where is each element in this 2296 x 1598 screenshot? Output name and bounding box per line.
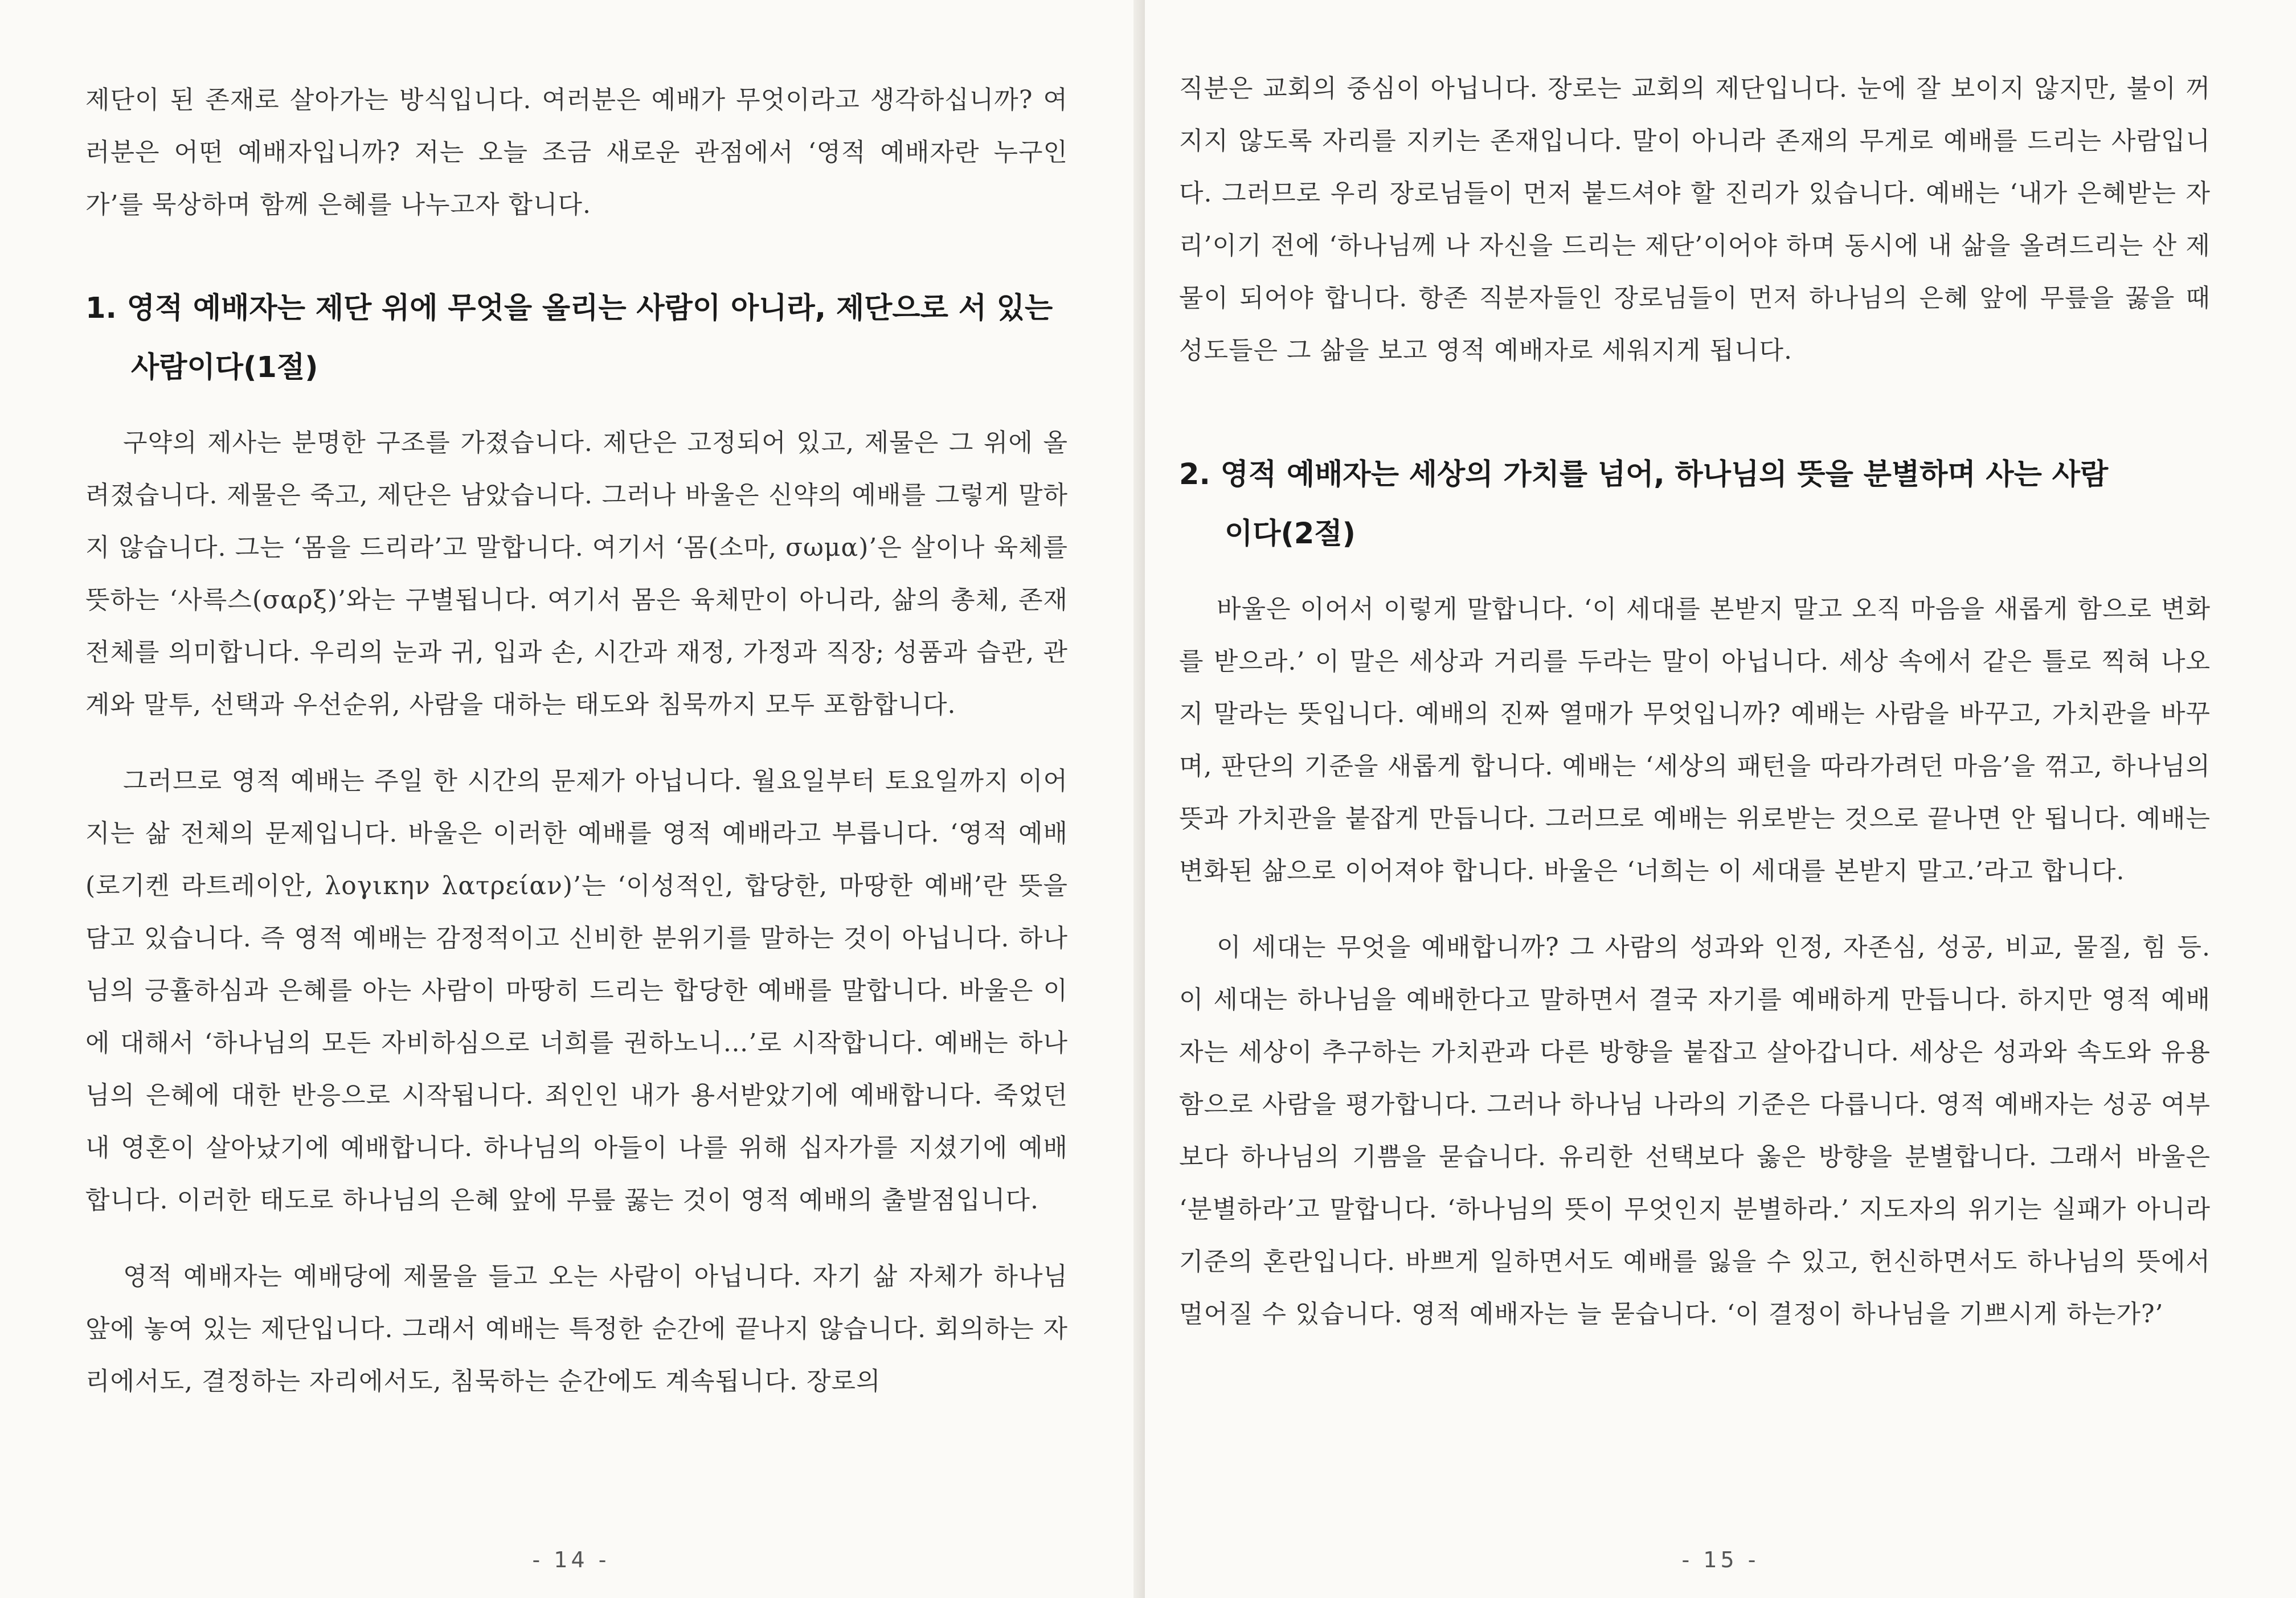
section-heading-2-line2: 이다(2절): [1225, 517, 1356, 551]
section-heading-1-line1: 1. 영적 예배자는 제단 위에 무엇을 올리는 사람이 아니라, 제단으로 서 있는: [85, 292, 1053, 325]
continued-paragraph: 직분은 교회의 중심이 아닙니다. 장로는 교회의 제단입니다. 눈에 잘 보이지 않지만, 불이 꺼지지 않도록 자리를 지키는 존재입니다. 말이 아니라 존재의 무게로 예배를 드리는 사람입니다. 그러므로 우리 장로님들이 먼저 붙드셔야 할 진리가 있습니다. 예배는 ‘내가 은혜받는 자리’이기 전에 ‘하나님께 나 자신을 드리는 제단’이어야 하며 동시에 내 삶을 올려드리는 산 제물이 되어야 합니다. 항존 직분자들인 장로님들이 먼저 하나님의 은혜 앞에 무릎을 꿇을 때 성도들은 그 삶을 보고 영적 예배자로 세워지게 됩니다.: [1179, 74, 2211, 365]
section-heading-1-line2: 사람이다(1절): [131, 351, 318, 384]
page-number: - 14 -: [532, 1547, 610, 1572]
section-heading-2-line1: 2. 영적 예배자는 세상의 가치를 넘어, 하나님의 뜻을 분별하며 사는 사람: [1179, 458, 2109, 491]
body-paragraph: 이 세대는 무엇을 예배합니까? 그 사람의 성과와 인정, 자존심, 성공, 비교, 물질, 힘 등. 이 세대는 하나님을 예배한다고 말하면서 결국 자기를 예배하게 만듭니다. 하지만 영적 예배자는 세상이 추구하는 가치관과 다른 방향을 붙잡고 살아갑니다. 세상은 성과와 속도와 유용함으로 사람을 평가합니다. 그러나 하나님 나라의 기준은 다릅니다. 영적 예배자는 성공 여부보다 하나님의 기쁨을 묻습니다. 유리한 선택보다 옳은 방향을 분별합니다. 그래서 바울은 ‘분별하라’고 말합니다. ‘하나님의 뜻이 무엇인지 분별하라.’ 지도자의 위기는 실패가 아니라 기준의 혼란입니다. 바쁘게 일하면서도 예배를 잃을 수 있고, 헌신하면서도 하나님의 뜻에서 멀어질 수 있습니다. 영적 예배자는 늘 묻습니다. ‘이 결정이 하나님을 기쁘시게 하는가?’: [1179, 933, 2211, 1329]
body-paragraph: 영적 예배자는 예배당에 제물을 들고 오는 사람이 아닙니다. 자기 삶 자체가 하나님 앞에 놓여 있는 제단입니다. 그래서 예배는 특정한 순간에 끝나지 않습니다. 회의하는 자리에서도, 결정하는 자리에서도, 침묵하는 순간에도 계속됩니다. 장로의: [85, 1262, 1068, 1396]
body-paragraph: 그러므로 영적 예배는 주일 한 시간의 문제가 아닙니다. 월요일부터 토요일까지 이어지는 삶 전체의 문제입니다. 바울은 이러한 예배를 영적 예배라고 부릅니다. ‘영적 예배(로기켄 라트레이안, λογικην λατρείαν)’는 ‘이성적인, 합당한, 마땅한 예배’란 뜻을 담고 있습니다. 즉 영적 예배는 감정적이고 신비한 분위기를 말하는 것이 아닙니다. 하나님의 긍휼하심과 은혜를 아는 사람이 마땅히 드리는 합당한 예배를 말합니다. 바울은 이에 대해서 ‘하나님의 모든 자비하심으로 너희를 권하노니…’로 시작합니다. 예배는 하나님의 은혜에 대한 반응으로 시작됩니다. 죄인인 내가 용서받았기에 예배합니다. 죽었던 내 영혼이 살아났기에 예배합니다. 하나님의 아들이 나를 위해 십자가를 지셨기에 예배합니다. 이러한 태도로 하나님의 은혜 앞에 무릎 꿇는 것이 영적 예배의 출발점입니다.: [85, 767, 1068, 1215]
intro-paragraph: 제단이 된 존재로 살아가는 방식입니다. 여러분은 예배가 무엇이라고 생각하십니까? 여러분은 어떤 예배자입니까? 저는 오늘 조금 새로운 관점에서 ‘영적 예배자란 누구인가’를 묵상하며 함께 은혜를 나누고자 합니다.: [85, 85, 1068, 219]
body-paragraph: 바울은 이어서 이렇게 말합니다. ‘이 세대를 본받지 말고 오직 마음을 새롭게 함으로 변화를 받으라.’ 이 말은 세상과 거리를 두라는 말이 아닙니다. 세상 속에서 같은 틀로 찍혀 나오지 말라는 뜻입니다. 예배의 진짜 열매가 무엇입니까? 예배는 사람을 바꾸고, 가치관을 바꾸며, 판단의 기준을 새롭게 합니다. 예배는 ‘세상의 패턴을 따라가려던 마음’을 꺾고, 하나님의 뜻과 가치관을 붙잡게 만듭니다. 그러므로 예배는 위로받는 것으로 끝나면 안 됩니다. 예배는 변화된 삶으로 이어져야 합니다. 바울은 ‘너희는 이 세대를 본받지 말고.’라고 합니다.: [1179, 595, 2211, 886]
body-paragraph: 구약의 제사는 분명한 구조를 가졌습니다. 제단은 고정되어 있고, 제물은 그 위에 올려졌습니다. 제물은 죽고, 제단은 남았습니다. 그러나 바울은 신약의 예배를 그렇게 말하지 않습니다. 그는 ‘몸을 드리라’고 말합니다. 여기서 ‘몸(소마, σωμα)’은 살이나 육체를 뜻하는 ‘사륵스(σαρξ)’와는 구별됩니다. 여기서 몸은 육체만이 아니라, 삶의 총체, 존재 전체를 의미합니다. 우리의 눈과 귀, 입과 손, 시간과 재정, 가정과 직장; 성품과 습관, 관계와 말투, 선택과 우선순위, 사람을 대하는 태도와 침묵까지 모두 포함합니다.: [85, 428, 1068, 719]
left-page: [0, 0, 1142, 1598]
page-number: - 15 -: [1681, 1547, 1759, 1572]
right-page: [1145, 0, 2296, 1598]
section-heading-2: [1179, 445, 2211, 564]
section-heading-1: [85, 279, 1068, 398]
